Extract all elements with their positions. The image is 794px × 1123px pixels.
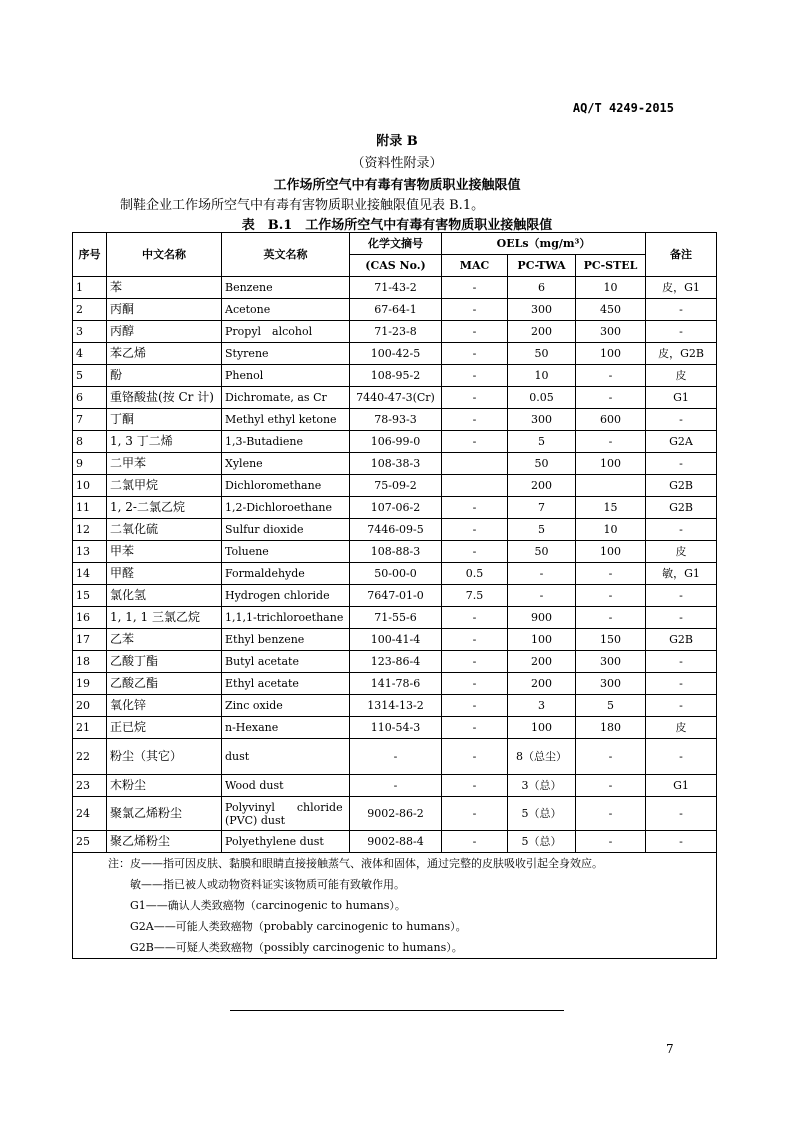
row-cas: 71-23-8 — [350, 321, 442, 343]
row-english-name: Zinc oxide — [222, 695, 350, 717]
row-english-name: Ethyl benzene — [222, 629, 350, 651]
row-mac: - — [442, 673, 508, 695]
row-pc-stel: 100 — [576, 343, 646, 365]
row-num: 17 — [73, 629, 107, 651]
row-pc-stel: - — [576, 775, 646, 797]
footer-rule — [230, 1010, 564, 1011]
row-english-name: Dichloromethane — [222, 475, 350, 497]
row-chinese-name: 二氯甲烷 — [107, 475, 222, 497]
table-row — [73, 629, 717, 651]
note-line: 注：皮——指可因皮肤、黏膜和眼睛直接接触蒸气、液体和固体，通过完整的皮肤吸收引起全身效应。 — [108, 857, 603, 870]
table-row — [73, 387, 717, 409]
row-pc-twa: 6 — [508, 277, 576, 299]
row-cas: 108-88-3 — [350, 541, 442, 563]
row-note: G1 — [646, 775, 717, 797]
row-note: - — [646, 739, 717, 775]
row-pc-twa: 200 — [508, 475, 576, 497]
table-row — [73, 453, 717, 475]
row-pc-stel: 5 — [576, 695, 646, 717]
row-english-name: dust — [222, 739, 350, 775]
row-note: 皮 — [646, 365, 717, 387]
row-mac: - — [442, 431, 508, 453]
row-note: - — [646, 607, 717, 629]
row-cas: 71-55-6 — [350, 607, 442, 629]
row-chinese-name: 丁酮 — [107, 409, 222, 431]
row-pc-stel: 300 — [576, 673, 646, 695]
row-cas: 75-09-2 — [350, 475, 442, 497]
row-num: 14 — [73, 563, 107, 585]
row-pc-twa: 3 — [508, 695, 576, 717]
row-pc-stel: - — [576, 739, 646, 775]
row-pc-twa: 5 — [508, 431, 576, 453]
row-num: 16 — [73, 607, 107, 629]
table-row — [73, 299, 717, 321]
header-cas-no: (CAS No.) — [350, 255, 442, 277]
row-pc-stel: 180 — [576, 717, 646, 739]
row-pc-twa: 8（总尘） — [508, 739, 576, 775]
header-oels: OELs（mg/m³） — [442, 233, 646, 255]
row-cas: 123-86-4 — [350, 651, 442, 673]
row-note: - — [646, 695, 717, 717]
row-cas: 1314-13-2 — [350, 695, 442, 717]
row-cas: 108-38-3 — [350, 453, 442, 475]
table-row — [73, 651, 717, 673]
row-english-name-line1: Polyvinyl chloride — [225, 800, 343, 814]
row-pc-twa: 7 — [508, 497, 576, 519]
row-pc-stel: - — [576, 563, 646, 585]
row-pc-stel: 300 — [576, 321, 646, 343]
row-mac: 0.5 — [442, 563, 508, 585]
row-note: G2B — [646, 475, 717, 497]
table-row — [73, 541, 717, 563]
table-caption: 表 B.1 工作场所空气中有毒有害物质职业接触限值 — [241, 218, 553, 233]
row-pc-twa: 200 — [508, 673, 576, 695]
row-note: - — [646, 299, 717, 321]
row-num: 13 — [73, 541, 107, 563]
row-note: - — [646, 321, 717, 343]
row-pc-stel: 100 — [576, 541, 646, 563]
row-note: 皮 — [646, 717, 717, 739]
row-cas: 100-41-4 — [350, 629, 442, 651]
row-chinese-name: 粉尘（其它） — [107, 739, 222, 775]
row-pc-twa: 0.05 — [508, 387, 576, 409]
row-chinese-name: 苯乙烯 — [107, 343, 222, 365]
row-note: G2B — [646, 629, 717, 651]
row-english-name: n-Hexane — [222, 717, 350, 739]
row-pc-stel: 450 — [576, 299, 646, 321]
table-row — [73, 585, 717, 607]
row-note: - — [646, 453, 717, 475]
header-mac: MAC — [442, 255, 508, 277]
row-pc-stel: 10 — [576, 277, 646, 299]
row-pc-twa: 5（总） — [508, 831, 576, 853]
row-cas: 78-93-3 — [350, 409, 442, 431]
row-pc-twa: 200 — [508, 321, 576, 343]
row-cas: - — [350, 775, 442, 797]
row-english-name: Acetone — [222, 299, 350, 321]
row-english-name: Methyl ethyl ketone — [222, 409, 350, 431]
row-mac: - — [442, 387, 508, 409]
row-pc-stel: 10 — [576, 519, 646, 541]
row-mac: - — [442, 607, 508, 629]
row-num: 5 — [73, 365, 107, 387]
intro-paragraph: 制鞋企业工作场所空气中有毒有害物质职业接触限值见表 B.1。 — [120, 198, 485, 213]
row-chinese-name: 乙苯 — [107, 629, 222, 651]
page-number: 7 — [666, 1042, 674, 1056]
table-row — [73, 519, 717, 541]
appendix-subtitle: （资料性附录） — [351, 156, 443, 171]
table-row — [73, 607, 717, 629]
row-english-name: Toluene — [222, 541, 350, 563]
row-pc-twa: 10 — [508, 365, 576, 387]
row-num: 1 — [73, 277, 107, 299]
row-mac: - — [442, 651, 508, 673]
row-english-name: Hydrogen chloride — [222, 585, 350, 607]
row-pc-twa: - — [508, 563, 576, 585]
row-chinese-name: 二氧化硫 — [107, 519, 222, 541]
row-num: 8 — [73, 431, 107, 453]
header-pc-twa: PC-TWA — [508, 255, 576, 277]
row-chinese-name: 苯 — [107, 277, 222, 299]
row-note: - — [646, 831, 717, 853]
row-chinese-name: 乙酸乙酯 — [107, 673, 222, 695]
row-num: 23 — [73, 775, 107, 797]
row-english-name: 1,3-Butadiene — [222, 431, 350, 453]
table-row — [73, 775, 717, 797]
row-note: G1 — [646, 387, 717, 409]
table-row — [73, 797, 717, 831]
row-chinese-name: 酚 — [107, 365, 222, 387]
row-mac: - — [442, 831, 508, 853]
row-cas: 106-99-0 — [350, 431, 442, 453]
row-note: 敏，G1 — [646, 563, 717, 585]
note-line: G2B——可疑人类致癌物（possibly carcinogenic to humans）。 — [130, 941, 463, 954]
row-english-name: Ethyl acetate — [222, 673, 350, 695]
table-notes — [73, 853, 717, 959]
row-cas: 108-95-2 — [350, 365, 442, 387]
row-pc-stel: - — [576, 607, 646, 629]
appendix-heading: 工作场所空气中有毒有害物质职业接触限值 — [273, 178, 521, 193]
row-note: - — [646, 409, 717, 431]
row-english-name: 1,1,1-trichloroethane — [222, 607, 350, 629]
row-english-name: Styrene — [222, 343, 350, 365]
row-cas: 67-64-1 — [350, 299, 442, 321]
row-cas: 7440-47-3(Cr) — [350, 387, 442, 409]
row-num: 9 — [73, 453, 107, 475]
row-note: G2A — [646, 431, 717, 453]
row-pc-twa: 300 — [508, 299, 576, 321]
row-mac: - — [442, 365, 508, 387]
row-pc-stel: - — [576, 431, 646, 453]
row-note: - — [646, 673, 717, 695]
appendix-title: 附录 B — [376, 134, 418, 149]
header-cas: 化学文摘号 — [350, 233, 442, 255]
row-note: - — [646, 797, 717, 831]
row-mac: - — [442, 497, 508, 519]
row-cas: 7446-09-5 — [350, 519, 442, 541]
row-english-name: Wood dust — [222, 775, 350, 797]
oel-table — [72, 232, 717, 959]
row-chinese-name: 甲醛 — [107, 563, 222, 585]
row-chinese-name: 氧化锌 — [107, 695, 222, 717]
row-chinese-name: 甲苯 — [107, 541, 222, 563]
row-pc-stel: 600 — [576, 409, 646, 431]
row-num: 3 — [73, 321, 107, 343]
header-english-name: 英文名称 — [222, 233, 350, 277]
table-row — [73, 673, 717, 695]
row-english-name: Dichromate, as Cr — [222, 387, 350, 409]
table-row — [73, 831, 717, 853]
row-mac: - — [442, 797, 508, 831]
row-chinese-name: 木粉尘 — [107, 775, 222, 797]
row-english-name: 1,2-Dichloroethane — [222, 497, 350, 519]
table-row — [73, 695, 717, 717]
row-cas: 107-06-2 — [350, 497, 442, 519]
row-pc-twa: - — [508, 585, 576, 607]
row-num: 12 — [73, 519, 107, 541]
row-note: - — [646, 585, 717, 607]
row-english-name: Propyl alcohol — [222, 321, 350, 343]
row-mac — [442, 453, 508, 475]
row-pc-stel: 150 — [576, 629, 646, 651]
row-mac: - — [442, 541, 508, 563]
row-chinese-name: 重铬酸盐(按 Cr 计) — [107, 387, 222, 409]
row-english-name: Phenol — [222, 365, 350, 387]
row-cas: 100-42-5 — [350, 343, 442, 365]
table-notes-row — [73, 853, 717, 959]
table-row — [73, 739, 717, 775]
table-row — [73, 497, 717, 519]
row-cas: 50-00-0 — [350, 563, 442, 585]
row-chinese-name: 氯化氢 — [107, 585, 222, 607]
header-note: 备注 — [646, 233, 717, 277]
row-cas: 9002-88-4 — [350, 831, 442, 853]
row-pc-stel: 15 — [576, 497, 646, 519]
note-line: G2A——可能人类致癌物（probably carcinogenic to humans）。 — [130, 920, 467, 933]
row-chinese-name: 丙酮 — [107, 299, 222, 321]
row-english-name: Polyethylene dust — [222, 831, 350, 853]
row-num: 24 — [73, 797, 107, 831]
row-mac: - — [442, 299, 508, 321]
row-chinese-name: 聚乙烯粉尘 — [107, 831, 222, 853]
row-english-name: Sulfur dioxide — [222, 519, 350, 541]
row-chinese-name: 1, 1, 1 三氯乙烷 — [107, 607, 222, 629]
row-mac: - — [442, 519, 508, 541]
row-num: 18 — [73, 651, 107, 673]
row-pc-twa: 900 — [508, 607, 576, 629]
standard-code: AQ/T 4249-2015 — [572, 101, 674, 115]
row-note: - — [646, 519, 717, 541]
row-chinese-name: 聚氯乙烯粉尘 — [107, 797, 222, 831]
row-num: 22 — [73, 739, 107, 775]
row-mac — [442, 475, 508, 497]
header-num: 序号 — [73, 233, 107, 277]
table-row — [73, 717, 717, 739]
row-note: G2B — [646, 497, 717, 519]
row-chinese-name: 1, 2-二氯乙烷 — [107, 497, 222, 519]
row-mac: - — [442, 277, 508, 299]
row-english-name: Butyl acetate — [222, 651, 350, 673]
row-num: 6 — [73, 387, 107, 409]
row-pc-twa: 200 — [508, 651, 576, 673]
table-row — [73, 343, 717, 365]
table-row — [73, 321, 717, 343]
row-chinese-name: 1, 3 丁二烯 — [107, 431, 222, 453]
row-num: 19 — [73, 673, 107, 695]
row-cas: - — [350, 739, 442, 775]
row-pc-twa: 100 — [508, 717, 576, 739]
table-row — [73, 563, 717, 585]
row-num: 11 — [73, 497, 107, 519]
row-num: 21 — [73, 717, 107, 739]
row-num: 2 — [73, 299, 107, 321]
row-pc-stel: 300 — [576, 651, 646, 673]
row-pc-twa: 5 — [508, 519, 576, 541]
header-chinese-name: 中文名称 — [107, 233, 222, 277]
row-pc-twa: 5（总） — [508, 797, 576, 831]
note-line: G1——确认人类致癌物（carcinogenic to humans）。 — [130, 899, 406, 912]
row-note: 皮 — [646, 541, 717, 563]
table-row — [73, 431, 717, 453]
row-pc-stel: - — [576, 365, 646, 387]
row-english-name: Xylene — [222, 453, 350, 475]
note-line: 敏——指已被人或动物资料证实该物质可能有致敏作用。 — [130, 878, 405, 891]
row-pc-stel: - — [576, 797, 646, 831]
table-row — [73, 475, 717, 497]
row-num: 4 — [73, 343, 107, 365]
row-pc-stel: 100 — [576, 453, 646, 475]
row-mac: - — [442, 717, 508, 739]
row-cas: 110-54-3 — [350, 717, 442, 739]
row-pc-twa: 3（总） — [508, 775, 576, 797]
row-note: 皮，G1 — [646, 277, 717, 299]
row-num: 25 — [73, 831, 107, 853]
row-pc-stel — [576, 475, 646, 497]
row-pc-twa: 50 — [508, 453, 576, 475]
row-mac: - — [442, 629, 508, 651]
row-cas: 71-43-2 — [350, 277, 442, 299]
row-mac: - — [442, 739, 508, 775]
row-chinese-name: 乙酸丁酯 — [107, 651, 222, 673]
row-pc-twa: 300 — [508, 409, 576, 431]
row-pc-stel: - — [576, 387, 646, 409]
table-row — [73, 365, 717, 387]
row-cas: 9002-86-2 — [350, 797, 442, 831]
row-mac: - — [442, 695, 508, 717]
row-english-name: Formaldehyde — [222, 563, 350, 585]
row-cas: 141-78-6 — [350, 673, 442, 695]
row-chinese-name: 二甲苯 — [107, 453, 222, 475]
row-note: - — [646, 651, 717, 673]
row-num: 7 — [73, 409, 107, 431]
row-pc-twa: 50 — [508, 343, 576, 365]
row-mac: - — [442, 321, 508, 343]
row-pc-twa: 100 — [508, 629, 576, 651]
header-pc-stel: PC-STEL — [576, 255, 646, 277]
table-row — [73, 409, 717, 431]
row-num: 10 — [73, 475, 107, 497]
row-pc-stel: - — [576, 831, 646, 853]
row-num: 20 — [73, 695, 107, 717]
table-row — [73, 277, 717, 299]
row-pc-twa: 50 — [508, 541, 576, 563]
row-pc-stel: - — [576, 585, 646, 607]
row-mac: - — [442, 343, 508, 365]
row-chinese-name: 丙醇 — [107, 321, 222, 343]
row-mac: - — [442, 409, 508, 431]
row-note: 皮，G2B — [646, 343, 717, 365]
row-english-name: Benzene — [222, 277, 350, 299]
row-mac: - — [442, 775, 508, 797]
row-cas: 7647-01-0 — [350, 585, 442, 607]
row-num: 15 — [73, 585, 107, 607]
row-english-name — [222, 797, 350, 831]
row-mac: 7.5 — [442, 585, 508, 607]
row-english-name-line2: (PVC) dust — [225, 813, 286, 827]
row-chinese-name: 正已烷 — [107, 717, 222, 739]
